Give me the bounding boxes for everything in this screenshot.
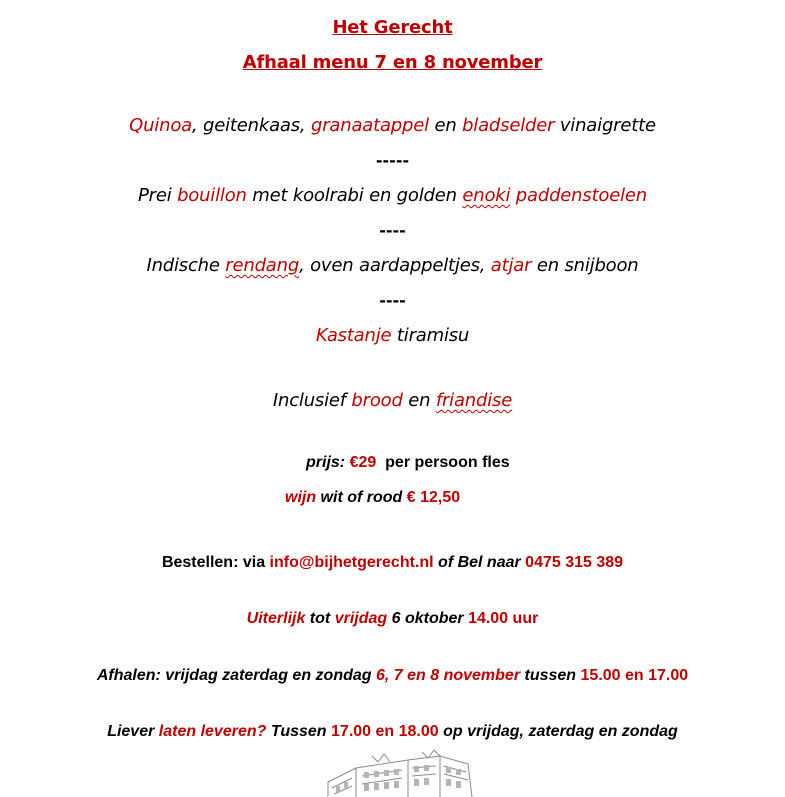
pickup-times: 15.00 en 17.00 [580,667,689,684]
course-soup-text-2: met koolrabi en golden [246,185,463,206]
separator-2 [0,223,785,239]
inclusive-friandise: friandise [435,390,513,411]
course-starter-pomegranate: granaatappel [310,115,429,136]
course-dessert [0,327,785,345]
course-starter [0,117,785,135]
course-starter-quinoa: Quinoa [129,115,192,136]
pickup-text-2: tussen [520,667,581,684]
course-starter-text-3: vinaigrette [554,115,656,136]
order-phone: 0475 315 389 [525,554,624,571]
deadline-line [0,611,785,627]
separator-1-text: ----- [375,151,410,170]
course-main-text-1: Indische [146,255,226,276]
wine-text: wit of rood [316,489,407,506]
delivery-text-2: Tussen [266,723,332,740]
order-text-1: Bestellen: via [161,554,270,571]
wine-label: wijn [285,489,317,506]
pickup-text-1: Afhalen: vrijdag zaterdag en zondag [96,667,376,684]
separator-2-text: ---- [379,221,406,240]
course-main [0,257,785,275]
deadline-text-1: tot [305,610,335,627]
title-text: Het Gerecht [332,17,453,38]
inclusive-text-2: en [402,390,436,411]
order-text-2: of Bel naar [433,554,526,571]
price-label: prijs: [306,454,350,471]
inclusive-line [0,392,785,410]
course-soup-text-1: Prei [138,185,178,206]
delivery-line [0,724,785,740]
separator-1 [0,153,785,169]
course-soup [0,187,785,205]
course-soup-enoki: enoki [462,185,511,206]
course-dessert-chestnut: Kastanje [315,325,392,346]
course-main-text-2: , oven aardappeltjes, [299,255,491,276]
course-main-atjar: atjar [490,255,532,276]
course-dessert-text: tiramisu [391,325,470,346]
page-subtitle [0,54,785,72]
delivery-times: 17.00 en 18.00 [331,723,439,740]
course-main-rendang: rendang [225,255,300,276]
page-title [0,19,785,37]
inclusive-text-1: Inclusief [272,390,352,411]
price-value: €29 [349,454,377,471]
course-soup-mushrooms: paddenstoelen [510,185,647,206]
order-email-link[interactable]: info@bijhetgerecht.nl [269,554,434,571]
course-soup-bouillon: bouillon [177,185,247,206]
deadline-latest: Uiterlijk [246,610,306,627]
building-illustration [322,748,492,797]
delivery-text-1: Liever [107,723,159,740]
course-starter-text-2: en [428,115,463,136]
course-starter-text-1: , geitenkaas, [191,115,311,136]
deadline-date: 6 oktober [387,610,469,627]
price-suffix: per persoon fles [376,454,510,471]
price-line [306,455,510,471]
course-starter-celery: bladselder [462,115,555,136]
deadline-day: vrijdag [334,610,388,627]
inclusive-bread: brood [351,390,403,411]
deadline-time: 14.00 uur [468,610,539,627]
wine-line [285,490,460,506]
wine-price: € 12,50 [406,489,461,506]
separator-3 [0,293,785,309]
delivery-question: laten leveren? [158,723,267,740]
order-line [0,555,785,571]
separator-3-text: ---- [379,291,406,310]
pickup-dates: 6, 7 en 8 november [375,667,521,684]
delivery-text-3: op vrijdag, zaterdag en zondag [438,723,678,740]
subtitle-text: Afhaal menu 7 en 8 november [242,52,543,73]
course-main-text-3: en snijboon [531,255,639,276]
pickup-line [0,668,785,684]
